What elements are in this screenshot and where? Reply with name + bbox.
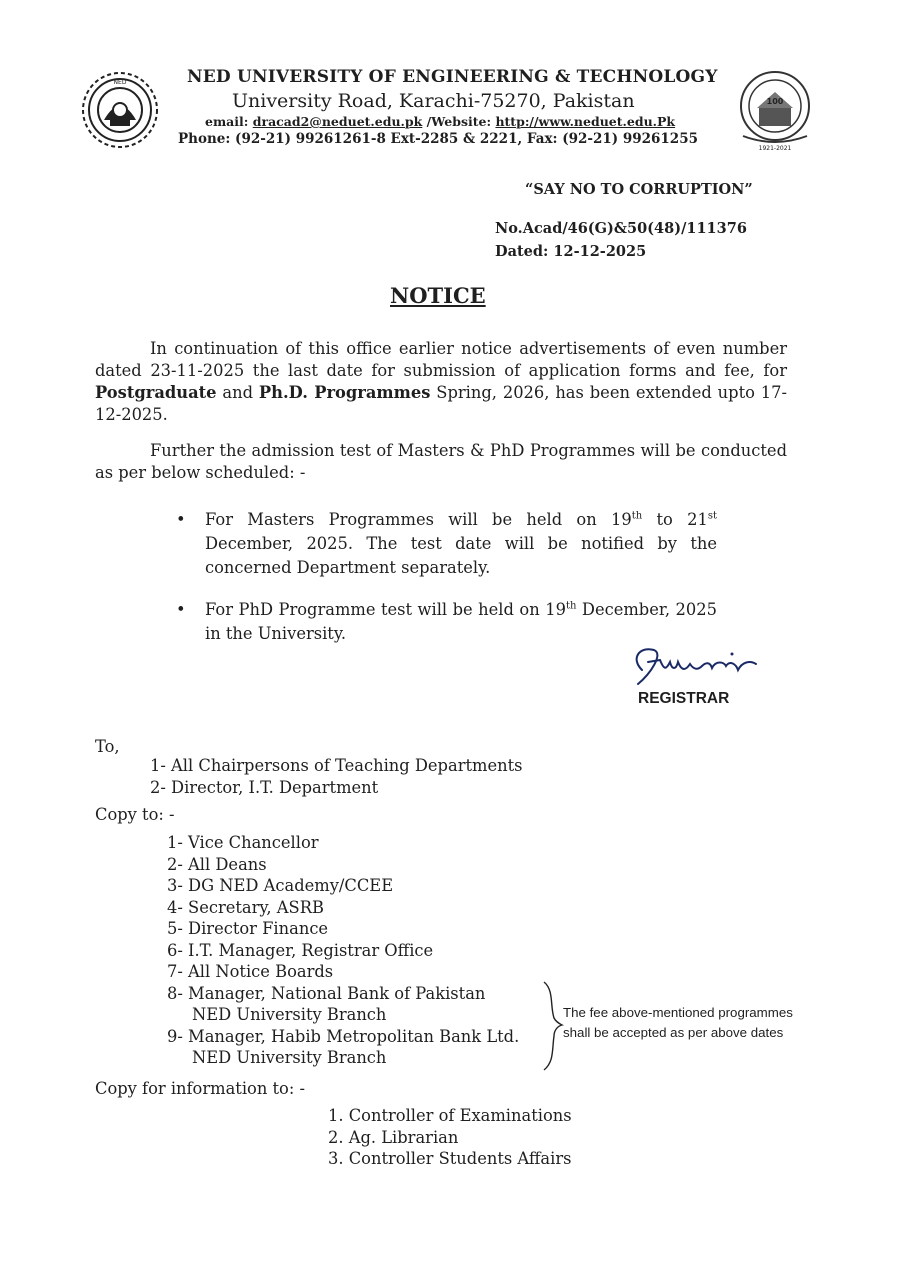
to-list	[150, 755, 522, 798]
list-item: 2. Ag. Librarian	[328, 1127, 459, 1147]
paragraph-text: In continuation of this office earlier notice advertisements of even number dated 23-11-2025 the last date for submission of application forms and fee, for	[95, 339, 787, 380]
list-item: 6- I.T. Manager, Registrar Office	[167, 940, 434, 960]
list-item: 3- DG NED Academy/CCEE	[167, 876, 394, 895]
bullet-text: For Masters Programmes will be held on 19th to 21st December, 2025. The test date will be notified by the concerned Department separately.	[205, 510, 717, 577]
university-name: NED UNIVERSITY OF ENGINEERING & TECHNOLOGY	[187, 67, 718, 87]
list-item: NED University Branch	[192, 1005, 387, 1024]
reference-date: Dated: 12-12-2025	[495, 243, 647, 260]
fee-note	[563, 1003, 793, 1043]
copy-to-list	[167, 832, 519, 1069]
paragraph-extension	[95, 338, 787, 426]
list-item: 7- All Notice Boards	[167, 962, 334, 981]
list-item: 3. Controller Students Affairs	[328, 1149, 572, 1168]
list-item: 4- Secretary, ASRB	[167, 897, 324, 917]
list-item: 1- All Chairpersons of Teaching Departments	[150, 756, 523, 775]
fee-note-line: shall be accepted as per above dates	[563, 1025, 784, 1040]
registrar-title: REGISTRAR	[638, 690, 730, 707]
list-item: 8- Manager, National Bank of Pakistan	[167, 983, 486, 1003]
to-label: To,	[95, 737, 120, 756]
phone-fax-line: Phone: (92-21) 99261261-8 Ext-2285 & 2221, Fax: (92-21) 99261255	[178, 131, 698, 147]
contact-line	[205, 114, 675, 129]
svg-text:NED: NED	[113, 79, 127, 86]
list-item: 1- Vice Chancellor	[167, 833, 319, 852]
website-link[interactable]: http://www.neduet.edu.Pk	[495, 114, 676, 129]
list-item: 5- Director Finance	[167, 919, 329, 938]
list-item: 2- All Deans	[167, 854, 267, 874]
bullet-text: For PhD Programme test will be held on 19th December, 2025 in the University.	[205, 600, 717, 643]
curly-brace	[540, 978, 564, 1074]
ned-centenary-logo-right	[733, 66, 818, 154]
paragraph-text: and	[216, 383, 259, 402]
website-label: /Website:	[426, 114, 492, 129]
paragraph-text: Further the admission test of Masters & PhD Programmes will be conducted as per below scheduled: -	[95, 441, 787, 482]
registrar-signature	[620, 640, 770, 690]
reference-number: No.Acad/46(G)&50(48)/111376	[495, 220, 747, 237]
list-item: NED University Branch	[192, 1048, 387, 1067]
list-item: 1. Controller of Examinations	[328, 1106, 572, 1125]
copy-info-list	[328, 1105, 572, 1170]
bullet-masters	[176, 508, 716, 583]
ned-logo-left	[80, 70, 160, 150]
email-label: email:	[205, 114, 249, 129]
notice-title: NOTICE	[390, 283, 486, 308]
list-item: 2- Director, I.T. Department	[150, 777, 379, 797]
svg-text:100: 100	[766, 97, 784, 106]
bullet-icon: •	[176, 510, 186, 529]
slogan: “SAY NO TO CORRUPTION”	[525, 181, 753, 198]
svg-text:1921-2021: 1921-2021	[758, 145, 792, 152]
paragraph-admission-test	[95, 440, 787, 484]
copy-info-label: Copy for information to: -	[95, 1079, 306, 1098]
email-link[interactable]: dracad2@neduet.edu.pk	[252, 114, 423, 129]
bold-phd-programmes: Ph.D. Programmes	[258, 383, 431, 402]
list-item: 9- Manager, Habib Metropolitan Bank Ltd.	[167, 1026, 520, 1046]
copy-to-label: Copy to: -	[95, 805, 175, 824]
paragraph-text: Spring, 2026, has been extended upto 17-12-2025.	[95, 383, 788, 424]
bold-postgraduate: Postgraduate	[95, 383, 217, 402]
university-address: University Road, Karachi-75270, Pakistan	[232, 90, 635, 112]
bullet-icon: •	[176, 600, 186, 619]
fee-note-line: The fee above-mentioned programmes	[563, 1005, 793, 1020]
